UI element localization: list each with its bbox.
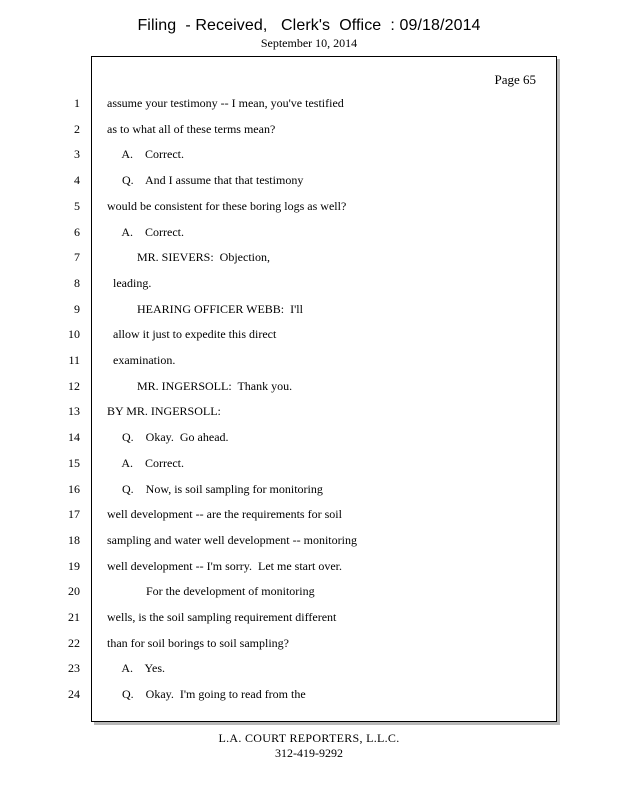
line-number: 3 — [74, 147, 80, 161]
line-number: 17 — [68, 507, 80, 521]
line-number: 9 — [74, 302, 80, 316]
line-number: 2 — [74, 122, 80, 136]
transcript-line: allow it just to expedite this direct — [107, 327, 277, 341]
transcript-line: MR. SIEVERS: Objection, — [107, 250, 271, 264]
transcript-line: assume your testimony -- I mean, you've testified — [107, 96, 344, 110]
transcript-line: as to what all of these terms mean? — [107, 122, 276, 136]
transcript-line: well development -- I'm sorry. Let me start over. — [107, 559, 342, 573]
line-number: 23 — [68, 661, 80, 675]
hearing-date: September 10, 2014 — [260, 36, 358, 50]
line-number: 24 — [68, 687, 80, 701]
line-number: 5 — [74, 199, 80, 213]
transcript-line: BY MR. INGERSOLL: — [107, 404, 221, 418]
line-number: 1 — [74, 96, 80, 110]
line-number: 13 — [68, 404, 80, 418]
line-number: 16 — [68, 482, 80, 496]
line-number: 11 — [68, 353, 80, 367]
transcript-line: MR. INGERSOLL: Thank you. — [107, 379, 293, 393]
transcript-line: examination. — [107, 353, 176, 367]
transcript-line: Q. Okay. Go ahead. — [107, 430, 229, 444]
line-number: 10 — [68, 327, 80, 341]
line-number: 14 — [68, 430, 80, 444]
line-number: 7 — [74, 250, 80, 264]
transcript-line: well development -- are the requirements for soil — [107, 507, 342, 521]
transcript-line: would be consistent for these boring logs as well? — [107, 199, 347, 213]
line-number: 12 — [68, 379, 80, 393]
transcript-line: For the development of monitoring — [107, 584, 315, 598]
line-number: 20 — [68, 584, 80, 598]
transcript-line: wells, is the soil sampling requirement different — [107, 610, 337, 624]
transcript-line: sampling and water well development -- monitoring — [107, 533, 357, 547]
transcript-line: A. Correct. — [107, 147, 184, 161]
filing-stamp: Filing - Received, Clerk's Office : 09/18/2014 — [137, 17, 481, 34]
transcript-line: A. Correct. — [107, 456, 184, 470]
transcript-line: Q. Now, is soil sampling for monitoring — [107, 482, 323, 496]
transcript-line: A. Correct. — [107, 225, 184, 239]
line-number: 15 — [68, 456, 80, 470]
line-number: 19 — [68, 559, 80, 573]
line-number: 4 — [74, 173, 80, 187]
transcript-line: HEARING OFFICER WEBB: I'll — [107, 302, 303, 316]
page-number: Page 65 — [494, 72, 536, 87]
line-number: 8 — [74, 276, 80, 290]
reporter-company: L.A. COURT REPORTERS, L.L.C. — [218, 731, 400, 745]
transcript-line: Q. And I assume that that testimony — [107, 173, 304, 187]
transcript-line: leading. — [107, 276, 152, 290]
line-number: 18 — [68, 533, 80, 547]
reporter-phone: 312-419-9292 — [275, 746, 343, 760]
line-number: 6 — [74, 225, 80, 239]
line-number: 22 — [68, 636, 80, 650]
transcript-line: than for soil borings to soil sampling? — [107, 636, 289, 650]
transcript-line: A. Yes. — [107, 661, 166, 675]
transcript-line: Q. Okay. I'm going to read from the — [107, 687, 306, 701]
line-number: 21 — [68, 610, 80, 624]
